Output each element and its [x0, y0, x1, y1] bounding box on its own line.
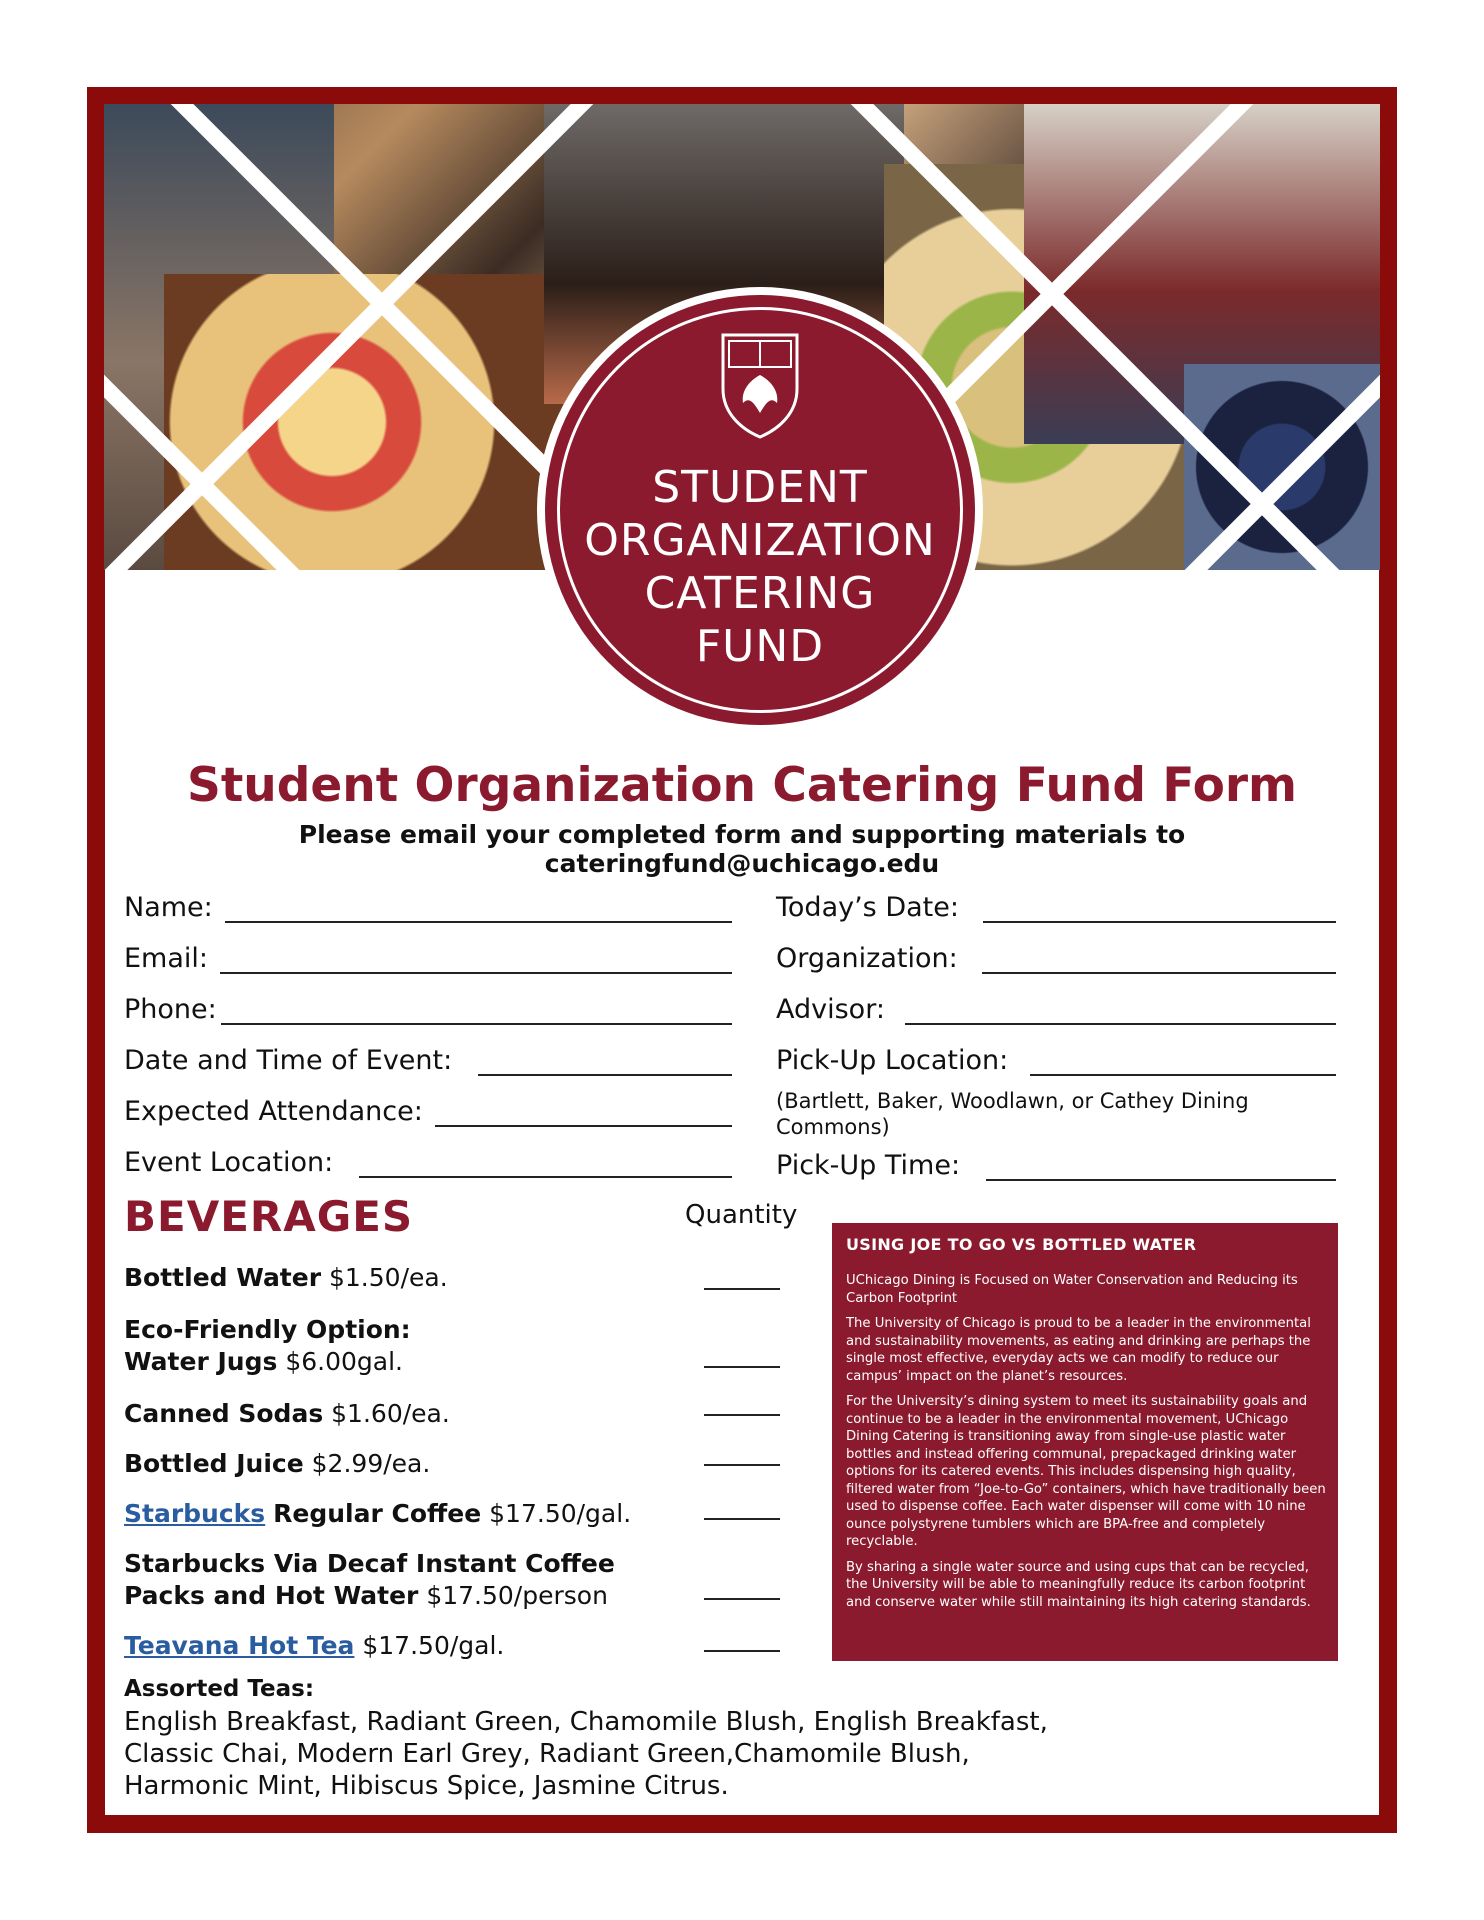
starbucks-link[interactable]: Starbucks	[124, 1499, 266, 1528]
infobox-paragraph: The University of Chicago is proud to be a leader in the environmental and sustainability movements, as eating and drinking are perhaps the single most effective, everyday acts we can modify to reduce our campus’ impact on the planet’s resources.	[846, 1316, 1311, 1384]
item-name: Starbucks Via Decaf Instant Coffee	[124, 1549, 615, 1578]
beverage-item	[124, 1314, 411, 1378]
item-name: Bottled Juice	[124, 1449, 304, 1478]
field-label: Email:	[124, 943, 209, 974]
quantity-input[interactable]	[704, 1518, 780, 1520]
beverage-item	[124, 1630, 504, 1662]
quantity-input[interactable]	[704, 1650, 780, 1652]
item-price: $17.50/person	[426, 1581, 608, 1610]
assorted-teas-heading: Assorted Teas:	[124, 1676, 315, 1702]
item-name: Regular Coffee	[273, 1499, 482, 1528]
university-crest-icon	[719, 331, 801, 439]
beverages-heading: BEVERAGES	[124, 1192, 414, 1241]
quantity-input[interactable]	[704, 1366, 780, 1368]
attendance-field[interactable]	[124, 1096, 732, 1127]
name-field[interactable]	[124, 892, 732, 923]
field-line[interactable]	[220, 944, 732, 974]
infobox-title: USING JOE TO GO VS BOTTLED WATER	[846, 1235, 1197, 1254]
field-label: Phone:	[124, 994, 217, 1025]
item-price: $1.60/ea.	[331, 1399, 450, 1428]
teavana-link[interactable]: Teavana Hot Tea	[124, 1631, 355, 1660]
pickup-time-field[interactable]	[776, 1150, 1336, 1181]
quantity-input[interactable]	[704, 1288, 780, 1290]
item-price: $1.50/ea.	[329, 1263, 448, 1292]
field-label: Advisor:	[776, 994, 885, 1025]
event-datetime-field[interactable]	[124, 1045, 732, 1076]
item-name: Packs and Hot Water	[124, 1581, 419, 1610]
field-line[interactable]	[359, 1148, 732, 1178]
quantity-input[interactable]	[704, 1598, 780, 1600]
email-field[interactable]	[124, 943, 732, 974]
field-line[interactable]	[435, 1097, 732, 1127]
field-line[interactable]	[905, 995, 1336, 1025]
quantity-input[interactable]	[704, 1414, 780, 1416]
quantity-heading: Quantity	[685, 1200, 798, 1230]
phone-field[interactable]	[124, 994, 732, 1025]
infobox-paragraph: By sharing a single water source and using cups that can be recycled, the University will be able to meaningfully reduce its carbon footprint and conserve water while still maintaining its high catering standards.	[846, 1559, 1311, 1610]
organization-field[interactable]	[776, 943, 1336, 974]
field-label: Date and Time of Event:	[124, 1045, 453, 1076]
item-price: $6.00gal.	[285, 1347, 403, 1376]
item-name: Canned Sodas	[124, 1399, 324, 1428]
field-line[interactable]	[983, 893, 1336, 923]
seal-title	[545, 461, 975, 673]
beverage-item	[124, 1398, 450, 1430]
todays-date-field[interactable]	[776, 892, 1336, 923]
item-price: $2.99/ea.	[311, 1449, 431, 1478]
field-line[interactable]	[982, 944, 1336, 974]
beverage-item	[124, 1498, 631, 1530]
quantity-input[interactable]	[704, 1464, 780, 1466]
advisor-field[interactable]	[776, 994, 1336, 1025]
pickup-location-note: (Bartlett, Baker, Woodlawn, or Cathey Dining Commons)	[776, 1089, 1249, 1139]
field-line[interactable]	[225, 893, 732, 923]
seal-line: STUDENT	[652, 462, 868, 513]
infobox-paragraph: UChicago Dining is Focused on Water Conservation and Reducing its Carbon Footprint	[846, 1273, 1298, 1306]
field-label: Name:	[124, 892, 213, 923]
field-line[interactable]	[478, 1046, 732, 1076]
fund-seal	[545, 295, 975, 725]
beverage-item	[124, 1448, 430, 1480]
beverage-item	[124, 1548, 615, 1612]
seal-line: FUND	[695, 621, 825, 672]
field-label: Pick-Up Time:	[776, 1150, 961, 1181]
field-line[interactable]	[221, 995, 732, 1025]
field-label: Organization:	[776, 943, 958, 974]
item-price: $17.50/gal.	[489, 1499, 632, 1528]
item-name: Bottled Water	[124, 1263, 322, 1292]
seal-line: CATERING	[644, 568, 876, 619]
pickup-location-field[interactable]	[776, 1045, 1336, 1076]
item-name: Eco-Friendly Option:	[124, 1315, 411, 1344]
form-title: Student Organization Catering Fund Form	[186, 758, 1298, 813]
field-label: Today’s Date:	[776, 892, 959, 923]
field-label: Pick-Up Location:	[776, 1045, 1009, 1076]
infobox-paragraph: For the University’s dining system to meet its sustainability goals and continue to be a leader in the environmental movement, UChicago Dining Catering is transitioning away from single-use plastic water bottles and instead offering communal, prepackaged drinking water options for its catered events. This includes dispensing high quality, filtered water from “Joe-to-Go” containers, which have traditionally been used to dispense coffee. Each water dispenser will come with 10 nine ounce polystyrene tumblers which are BPA-free and completely recyclable.	[846, 1394, 1326, 1549]
seal-line: ORGANIZATION	[584, 515, 936, 566]
form-instructions: Please email your completed form and supporting materials to cateringfund@uchicago.edu	[298, 820, 1186, 878]
field-label: Event Location:	[124, 1147, 334, 1178]
item-name: Water Jugs	[124, 1347, 278, 1376]
assorted-teas-list: English Breakfast, Radiant Green, Chamomile Blush, English Breakfast, Classic Chai, Modern Earl Grey, Radiant Green,Chamomile Blush, Harmonic Mint, Hibiscus Spice, Jasmine Citrus.	[124, 1707, 1048, 1801]
field-line[interactable]	[986, 1151, 1336, 1181]
joe-to-go-infobox	[832, 1223, 1338, 1661]
event-location-field[interactable]	[124, 1147, 732, 1178]
field-line[interactable]	[1030, 1046, 1336, 1076]
beverage-item	[124, 1262, 448, 1294]
field-label: Expected Attendance:	[124, 1096, 423, 1127]
item-price: $17.50/gal.	[362, 1631, 505, 1660]
